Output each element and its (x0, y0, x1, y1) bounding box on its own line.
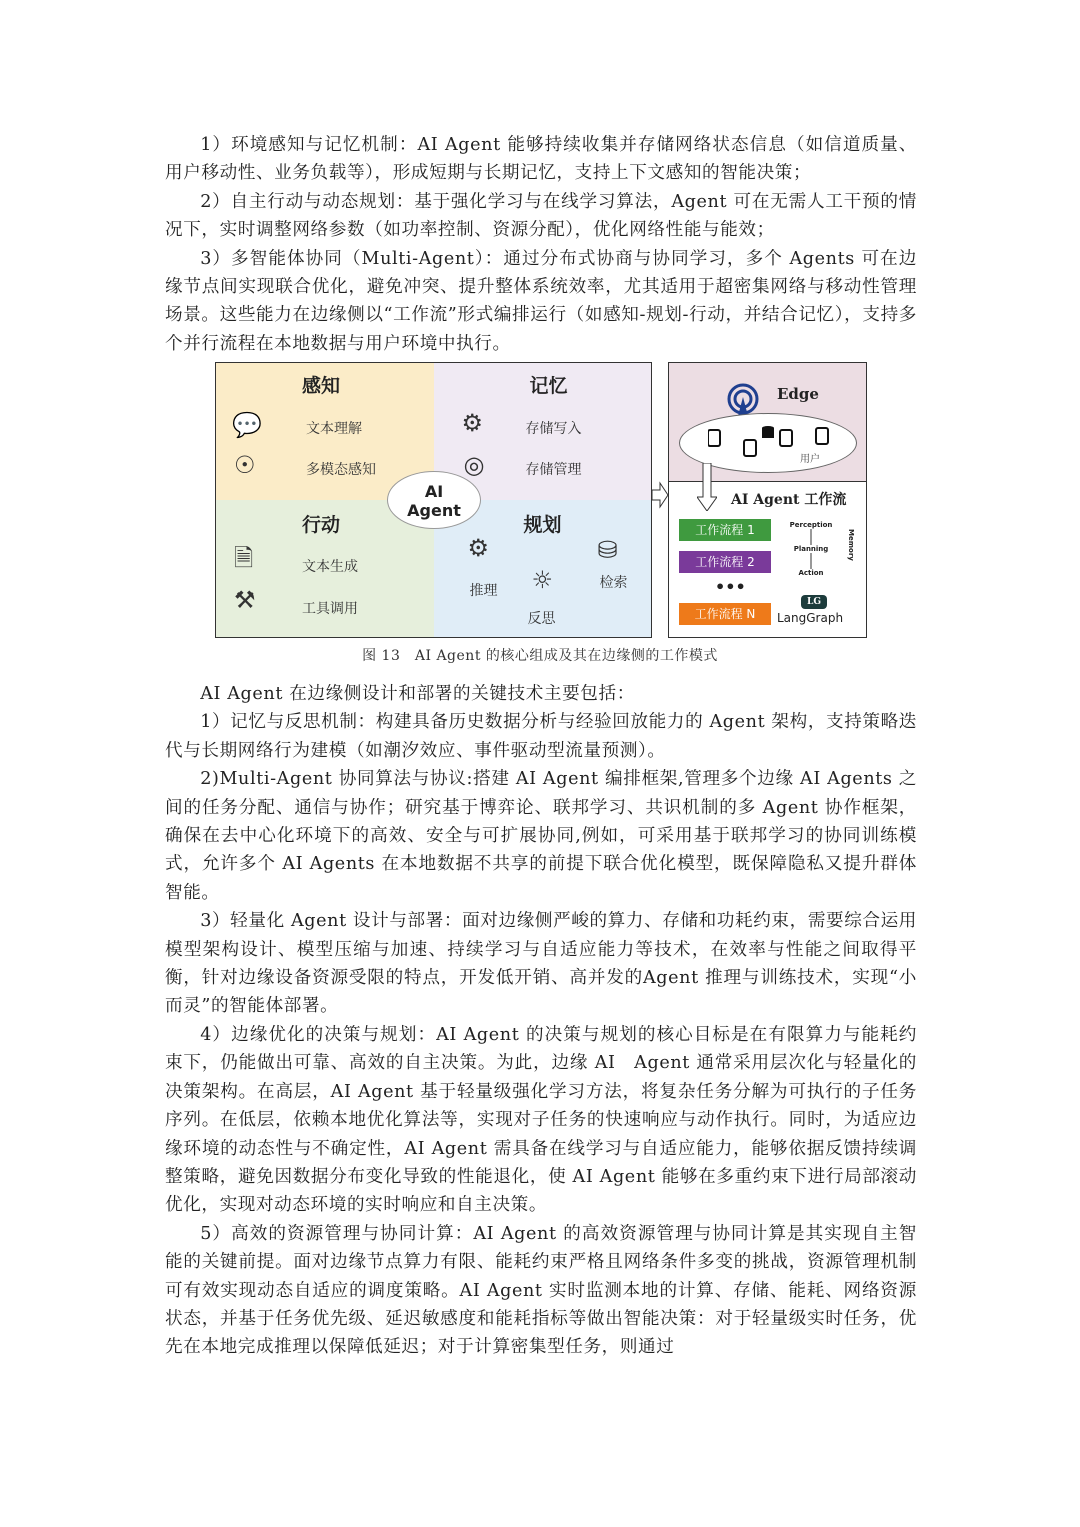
ellipsis: ••• (715, 577, 746, 596)
paragraph: 2）自主行动与动态规划：基于强化学习与在线学习算法，Agent 可在无需人工干预的情况下，实时调整网络参数（如功率控制、资源分配），优化网络性能与能效； (165, 191, 917, 241)
action-item: 文本生成 (302, 559, 358, 575)
planning-item: 推理 (469, 583, 498, 599)
eye-icon: ☉ (234, 451, 256, 479)
workflow-n: 工作流程 N (679, 603, 771, 625)
planning-item: 反思 (527, 611, 556, 627)
lightbulb-icon: ☼ (531, 566, 554, 594)
gears-icon: ⚙ (467, 534, 490, 562)
paragraph: 5）高效的资源管理与协同计算：AI Agent 的高效资源管理与协同计算是其实现自主智能的关键前提。面对边缘节点算力有限、能耗约束严格且网络条件多变的挑战，资源管理机制可有效实现动态自适应的调度策略。AI Agent 实时监测本地的计算、存储、能耗、网络资源状态，并基于任务优先级、延迟敏感度和能耗指标等做出智能决策：对于轻量级实时任务，优先在本地完成推理以保障低延迟；对于计算密集型任务，则通过 (165, 1223, 917, 1358)
planning-step: Planning (783, 545, 839, 553)
perception-title: 感知 (302, 375, 341, 397)
down-arrow-icon (697, 463, 717, 511)
brain-target-icon: ◎ (463, 451, 485, 479)
paragraph: 4）边缘优化的决策与规划：AI Agent 的决策与规划的核心目标是在有限算力与能耗约束下，仍能做出可靠、高效的自主决策。为此，边缘 AI Agent 通常采用层次化与轻量化的决策架构。在高层，AI Agent 基于轻量级强化学习方法，将复杂任务分解为可执行的子任务序列。在低层，依赖本地优化算法等，实现对子任务的快速响应与动作执行。同时，为适应边缘环境的动态性与不确定性，AI Agent 需具备在线学习与自适应能力，能够依据反馈持续调整策略，避免因数据分布变化导致的性能退化，使 AI Agent 能够在多重约束下进行局部滚动优化，实现对动态环境的实时响应和自主决策。 (165, 1024, 917, 1216)
planning-item: 检索 (599, 575, 628, 591)
figure-caption: 图 13 AI Agent 的核心组成及其在边缘侧的工作模式 (362, 648, 718, 664)
tools-icon: ⚒ (234, 586, 256, 614)
paragraph: 1）记忆与反思机制：构建具备历史数据分析与经验回放能力的 Agent 架构，支持策略迭代与长期网络行为建模（如潮汐效应、事件驱动型流量预测）。 (165, 712, 917, 761)
paragraph: 1）环境感知与记忆机制：AI Agent 能够持续收集并存储网络状态信息（如信道质量、用户移动性、业务负载等），形成短期与长期记忆，支持上下文感知的智能决策； (165, 135, 917, 184)
langgraph-label: LangGraph (777, 611, 844, 625)
user-label: 用户 (800, 454, 820, 465)
bottom-text (165, 680, 917, 1362)
workflow-1: 工作流程 1 (679, 519, 771, 541)
document-download-icon: 🗎 (234, 544, 254, 572)
database-search-icon: ⛁ (597, 536, 618, 564)
langgraph-icon: LG (801, 595, 827, 609)
perception-step: Perception (783, 521, 839, 529)
text-understanding-icon: 💬 (232, 411, 262, 439)
workflow-title: AI Agent 工作流 (731, 492, 847, 508)
paragraph: AI Agent 在边缘侧设计和部署的关键技术主要包括： (200, 684, 635, 704)
action-title: 行动 (302, 514, 341, 536)
ai-agent-core (387, 471, 481, 529)
top-text (165, 131, 917, 358)
center-line: Agent (407, 501, 461, 520)
paragraph: 3）多智能体协同（Multi-Agent）：通过分布式协商与协同学习，多个 Agents 可在边缘节点间实现联合优化，避免冲突、提升整体系统效率，尤其适用于超密集网络与移动性管理场景。这些能力在边缘侧以“工作流”形式编排运行（如感知-规划-行动，并结合记忆），支持多个并行流程在本地数据与用户环境中执行。 (165, 248, 917, 354)
paragraph: 3）轻量化 Agent 设计与部署：面对边缘侧严峻的算力、存储和功耗约束，需要综合运用模型架构设计、模型压缩与加速、持续学习与自适应能力等技术，在效率与性能之间取得平衡，针对边缘设备资源受限的特点，开发低开销、高并发的Agent 推理与训练技术，实现“小而灵”的智能体部署。 (165, 911, 917, 1017)
planning-title: 规划 (523, 514, 562, 536)
center-line: AI (424, 482, 444, 501)
memory-item: 存储管理 (525, 462, 582, 478)
action-item: 工具调用 (302, 601, 358, 617)
memory-item: 存储写入 (525, 421, 582, 437)
action-step: Action (783, 569, 839, 577)
agent-components-panel (215, 362, 652, 638)
workflow-2: 工作流程 2 (679, 551, 771, 573)
brain-gear-icon: ⚙ (461, 409, 484, 437)
memory-title: 记忆 (529, 375, 568, 397)
perception-item: 多模态感知 (306, 462, 376, 478)
perception-item: 文本理解 (306, 421, 362, 437)
paragraph: 2)Multi-Agent 协同算法与协议:搭建 AI Agent 编排框架,管理多个边缘 AI Agents 之间的任务分配、通信与协作；研究基于博弈论、联邦学习、共识机制的多 Agent 协作框架，确保在去中心化环境下的高效、安全与可扩展协同,例如，可采用基于联邦学习的协同训练模式，允许多个 AI Agents 在本地数据不共享的前提下联合优化模型，既保障隐私又提升群体智能。 (165, 769, 917, 903)
memory-step: Memory (847, 529, 855, 561)
right-arrow-icon (652, 480, 668, 510)
edge-workflow-panel (668, 362, 867, 638)
edge-label: Edge (777, 385, 819, 403)
figure-13 (215, 362, 867, 638)
